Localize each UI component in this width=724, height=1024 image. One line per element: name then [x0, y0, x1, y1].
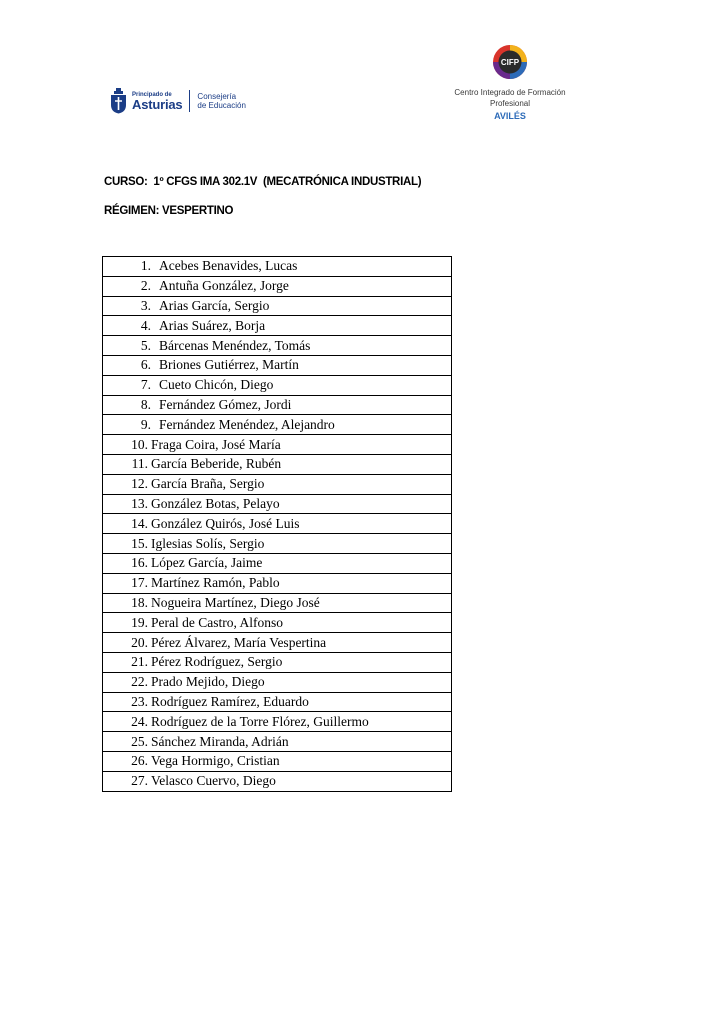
student-number: 19. — [131, 614, 148, 630]
student-name: Fernández Gómez, Jordi — [159, 396, 292, 412]
student-cell — [103, 415, 452, 435]
student-number: 1. — [140, 258, 151, 274]
table-row — [103, 355, 452, 375]
student-cell — [103, 672, 452, 692]
student-name: Fernández Menéndez, Alejandro — [159, 416, 335, 432]
student-cell — [103, 316, 452, 336]
student-number: 21. — [131, 654, 148, 670]
student-cell — [103, 336, 452, 356]
student-number: 12. — [131, 476, 148, 492]
student-number: 25. — [131, 733, 148, 749]
table-row — [103, 672, 452, 692]
student-cell — [103, 732, 452, 752]
student-name: López García, Jaime — [151, 555, 263, 571]
student-cell — [103, 633, 452, 653]
student-cell — [103, 276, 452, 296]
student-name: Rodríguez de la Torre Flórez, Guillermo — [151, 713, 369, 729]
table-row — [103, 553, 452, 573]
student-cell — [103, 375, 452, 395]
table-row — [103, 395, 452, 415]
student-number: 11. — [131, 456, 148, 472]
regimen-title: RÉGIMEN: VESPERTINO — [104, 205, 234, 217]
student-cell — [103, 514, 452, 534]
student-name: Peral de Castro, Alfonso — [151, 614, 283, 630]
student-cell — [103, 652, 452, 672]
table-row — [103, 415, 452, 435]
table-row — [103, 751, 452, 771]
student-cell — [103, 692, 452, 712]
student-number: 3. — [140, 297, 151, 313]
cifp-badge-text: CIFP — [500, 58, 520, 67]
student-number: 16. — [131, 555, 148, 571]
student-name: Rodríguez Ramírez, Eduardo — [151, 693, 309, 709]
student-number: 26. — [131, 753, 148, 769]
student-number: 17. — [131, 575, 148, 591]
student-name: Antuña González, Jorge — [159, 278, 289, 294]
student-name: Arias García, Sergio — [159, 297, 270, 313]
student-cell — [103, 395, 452, 415]
student-number: 15. — [131, 535, 148, 551]
student-table-body — [103, 257, 452, 792]
table-row — [103, 257, 452, 277]
student-cell — [103, 593, 452, 613]
student-name: García Beberide, Rubén — [151, 456, 282, 472]
table-row — [103, 276, 452, 296]
student-cell — [103, 771, 452, 791]
student-cell — [103, 355, 452, 375]
student-cell — [103, 257, 452, 277]
student-number: 14. — [131, 515, 148, 531]
student-table — [102, 256, 452, 792]
student-cell — [103, 534, 452, 554]
student-cell — [103, 751, 452, 771]
table-row — [103, 435, 452, 455]
student-name: Prado Mejido, Diego — [151, 674, 265, 690]
table-row — [103, 454, 452, 474]
student-name: Nogueira Martínez, Diego José — [151, 594, 320, 610]
table-row — [103, 375, 452, 395]
student-name: González Quirós, José Luis — [151, 515, 300, 531]
student-cell — [103, 613, 452, 633]
student-number: 2. — [140, 278, 151, 294]
table-row — [103, 573, 452, 593]
student-cell — [103, 494, 452, 514]
student-cell — [103, 712, 452, 732]
asturias-line2: Asturias — [132, 96, 183, 112]
asturias-name — [132, 92, 182, 111]
student-number: 18. — [131, 594, 148, 610]
student-number: 6. — [140, 357, 151, 373]
consejeria-label — [197, 92, 245, 110]
student-cell — [103, 435, 452, 455]
table-row — [103, 336, 452, 356]
asturias-crest-icon — [110, 88, 127, 114]
student-name: Vega Hormigo, Cristian — [151, 753, 280, 769]
student-number: 4. — [140, 317, 151, 333]
table-row — [103, 771, 452, 791]
student-cell — [103, 553, 452, 573]
table-row — [103, 534, 452, 554]
table-row — [103, 494, 452, 514]
course-title: CURSO: 1º CFGS IMA 302.1V (MECATRÓNICA INDUSTRIAL) — [104, 176, 422, 188]
student-name: Acebes Benavides, Lucas — [159, 258, 298, 274]
table-row — [103, 316, 452, 336]
consejeria-line1: Consejería — [197, 91, 237, 101]
student-name: Iglesias Solís, Sergio — [151, 535, 265, 551]
student-cell — [103, 573, 452, 593]
student-number: 27. — [131, 773, 148, 789]
student-name: García Braña, Sergio — [151, 476, 265, 492]
asturias-logo — [110, 88, 246, 114]
student-name: Arias Suárez, Borja — [159, 317, 266, 333]
student-name: Fraga Coira, José María — [151, 436, 281, 452]
student-number: 9. — [140, 416, 151, 432]
student-number: 8. — [140, 396, 151, 412]
student-name: González Botas, Pelayo — [151, 495, 280, 511]
table-row — [103, 593, 452, 613]
student-name: Velasco Cuervo, Diego — [151, 773, 276, 789]
student-name: Pérez Álvarez, María Vespertina — [151, 634, 327, 650]
cifp-line2: Profesional — [489, 98, 531, 108]
student-number: 20. — [131, 634, 148, 650]
student-number: 10. — [131, 436, 148, 452]
asturias-line1: Principado de — [132, 91, 172, 98]
cifp-badge-icon — [492, 44, 528, 80]
student-number: 23. — [131, 693, 148, 709]
cifp-city: AVILÉS — [494, 110, 526, 121]
student-name: Sánchez Miranda, Adrián — [151, 733, 289, 749]
student-cell — [103, 474, 452, 494]
table-row — [103, 514, 452, 534]
student-cell — [103, 296, 452, 316]
consejeria-line2: de Educación — [197, 101, 246, 110]
table-row — [103, 692, 452, 712]
table-row — [103, 652, 452, 672]
cifp-line1: Centro Integrado de Formación — [454, 88, 566, 97]
table-row — [103, 732, 452, 752]
student-name: Pérez Rodríguez, Sergio — [151, 654, 283, 670]
table-row — [103, 712, 452, 732]
student-name: Briones Gutiérrez, Martín — [159, 357, 299, 373]
table-row — [103, 633, 452, 653]
logo-divider — [189, 90, 190, 112]
student-number: 13. — [131, 495, 148, 511]
student-number: 5. — [140, 337, 151, 353]
student-number: 7. — [140, 377, 151, 393]
cifp-logo — [440, 44, 580, 123]
student-cell — [103, 454, 452, 474]
table-row — [103, 474, 452, 494]
student-number: 24. — [131, 713, 148, 729]
student-number: 22. — [131, 674, 148, 690]
student-name: Cueto Chicón, Diego — [159, 377, 274, 393]
student-name: Martínez Ramón, Pablo — [151, 575, 280, 591]
table-row — [103, 613, 452, 633]
student-name: Bárcenas Menéndez, Tomás — [159, 337, 311, 353]
table-row — [103, 296, 452, 316]
